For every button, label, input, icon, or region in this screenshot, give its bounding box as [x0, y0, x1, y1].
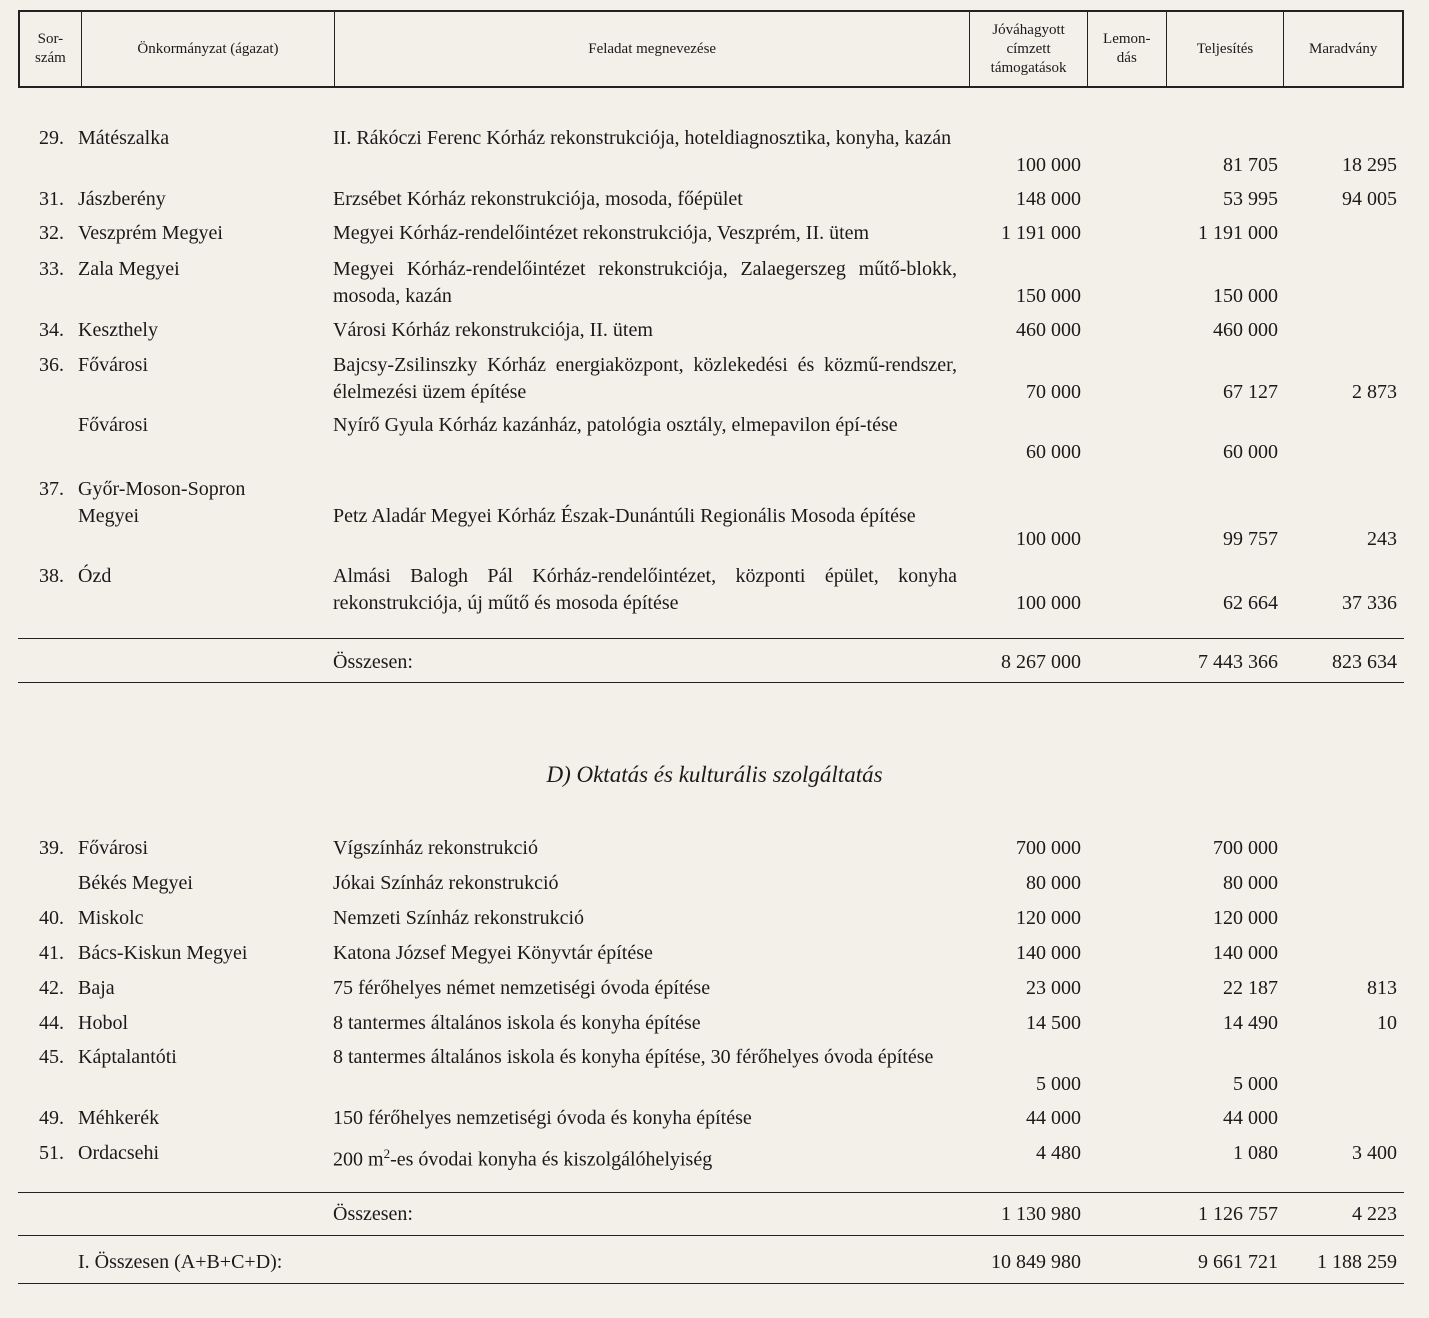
row-organization: Fővárosi: [78, 414, 148, 436]
row-remainder: 2 873: [1352, 381, 1397, 403]
row-task: 75 férőhelyes német nemzetiségi óvoda építése: [333, 977, 711, 999]
header-col-completion: Teljesítés: [1167, 12, 1285, 86]
grand-total-completion: 9 661 721: [1198, 1251, 1278, 1273]
row-organization: Káptalantóti: [78, 1046, 177, 1068]
row-organization: Jászberény: [78, 188, 166, 210]
row-organization: Fővárosi: [78, 837, 148, 859]
row-number: 40.: [39, 907, 64, 929]
row-number: 33.: [39, 258, 64, 280]
header-col-number: Sor- szám: [20, 12, 82, 86]
row-task: Petz Aladár Megyei Kórház Észak-Dunántúli Regionális Mosoda építése: [333, 505, 916, 527]
header-col-approved: Jóváhagyott címzett támogatások: [970, 12, 1088, 86]
row-organization: Méhkerék: [78, 1107, 160, 1129]
divider: [18, 1235, 1404, 1236]
row-approved: 100 000: [1016, 528, 1081, 550]
row-task: 8 tantermes általános iskola és konyha építése, 30 férőhelyes óvoda építése: [333, 1046, 934, 1068]
row-approved: 700 000: [1016, 837, 1081, 859]
total-approved: 1 130 980: [1001, 1203, 1081, 1225]
grand-total-approved: 10 849 980: [991, 1251, 1081, 1273]
row-task: 200 $m^2-es$ óvodai konyha és kiszolgálóhelyiség: [333, 1146, 713, 1171]
row-number: 38.: [39, 565, 64, 587]
row-task: Városi Kórház rekonstrukciója, II. ütem: [333, 319, 653, 341]
row-approved: 23 000: [1026, 977, 1081, 999]
row-number: 36.: [39, 354, 64, 376]
row-completion: 99 757: [1223, 528, 1278, 550]
row-remainder: 37 336: [1342, 592, 1397, 614]
row-organization: Győr-Moson-Sopron Megyei: [78, 478, 246, 527]
grand-total-remainder: 1 188 259: [1317, 1251, 1397, 1273]
row-approved: 5 000: [1036, 1073, 1081, 1095]
row-remainder: 243: [1367, 528, 1397, 550]
row-task: Megyei Kórház-rendelőintézet rekonstrukciója, Veszprém, II. ütem: [333, 222, 870, 244]
total-label: Összesen:: [333, 1203, 413, 1225]
row-number: 29.: [39, 127, 64, 149]
row-task: Megyei Kórház-rendelőintézet rekonstrukciója, Zalaegerszeg műtő-blokk, mosoda, kazán: [333, 258, 957, 307]
row-organization: Zala Megyei: [78, 258, 180, 280]
row-completion: 150 000: [1213, 285, 1278, 307]
row-number: 45.: [39, 1046, 64, 1068]
row-number: 49.: [39, 1107, 64, 1129]
row-organization: Baja: [78, 977, 115, 999]
row-number: 34.: [39, 319, 64, 341]
row-approved: 60 000: [1026, 441, 1081, 463]
row-organization: Fővárosi: [78, 354, 148, 376]
row-organization: Ordacsehi: [78, 1142, 160, 1164]
row-remainder: 813: [1367, 977, 1397, 999]
row-organization: Ózd: [78, 565, 112, 587]
row-approved: 44 000: [1026, 1107, 1081, 1129]
header-col-organization: Önkormányzat (ágazat): [82, 12, 335, 86]
total-approved: 8 267 000: [1001, 651, 1081, 673]
row-organization: Veszprém Megyei: [78, 222, 223, 244]
row-approved: 120 000: [1016, 907, 1081, 929]
row-approved: 100 000: [1016, 154, 1081, 176]
total-remainder: 4 223: [1352, 1203, 1397, 1225]
row-completion: 67 127: [1223, 381, 1278, 403]
total-remainder: 823 634: [1332, 651, 1397, 673]
section-title: D) Oktatás és kulturális szolgáltatás: [546, 762, 883, 787]
total-completion: 1 126 757: [1198, 1203, 1278, 1225]
row-completion: 60 000: [1223, 441, 1278, 463]
total-label: Összesen:: [333, 651, 413, 673]
row-completion: 44 000: [1223, 1107, 1278, 1129]
row-task: Jókai Színház rekonstrukció: [333, 872, 559, 894]
row-completion: 53 995: [1223, 188, 1278, 210]
row-approved: 1 191 000: [1001, 222, 1081, 244]
row-task: Nemzeti Színház rekonstrukció: [333, 907, 585, 929]
row-approved: 148 000: [1016, 188, 1081, 210]
row-completion: 1 080: [1233, 1142, 1278, 1164]
row-organization: Bács-Kiskun Megyei: [78, 942, 248, 964]
row-completion: 460 000: [1213, 319, 1278, 341]
row-approved: 70 000: [1026, 381, 1081, 403]
divider: [18, 682, 1404, 683]
row-completion: 80 000: [1223, 872, 1278, 894]
row-remainder: 3 400: [1352, 1142, 1397, 1164]
row-task: Erzsébet Kórház rekonstrukciója, mosoda, főépület: [333, 188, 743, 210]
row-task: II. Rákóczi Ferenc Kórház rekonstrukciója, hoteldiagnosztika, konyha, kazán: [333, 127, 952, 149]
row-task: 150 férőhelyes nemzetiségi óvoda és konyha építése: [333, 1107, 752, 1129]
row-number: 41.: [39, 942, 64, 964]
row-remainder: 18 295: [1342, 154, 1397, 176]
row-organization: Miskolc: [78, 907, 144, 929]
header-col-remainder: Maradvány: [1309, 40, 1378, 57]
row-task: Katona József Megyei Könyvtár építése: [333, 942, 653, 964]
row-task: 8 tantermes általános iskola és konyha építése: [333, 1012, 701, 1034]
row-remainder: 94 005: [1342, 188, 1397, 210]
row-task: Bajcsy-Zsilinszky Kórház energiaközpont, közlekedési és közmű-rendszer, élelmezési üzem építése: [333, 354, 957, 403]
row-organization: Mátészalka: [78, 127, 170, 149]
row-completion: 62 664: [1223, 592, 1278, 614]
row-task: Almási Balogh Pál Kórház-rendelőintézet, központi épület, konyha rekonstrukciója, új műtő és mosoda építése: [333, 565, 957, 614]
total-completion: 7 443 366: [1198, 651, 1278, 673]
row-completion: 140 000: [1213, 942, 1278, 964]
grand-total-label: I. Összesen (A+B+C+D):: [78, 1251, 283, 1273]
divider: [18, 638, 1404, 639]
row-completion: 5 000: [1233, 1073, 1278, 1095]
row-organization: Békés Megyei: [78, 872, 193, 894]
row-completion: 22 187: [1223, 977, 1278, 999]
table-row: [0, 476, 1429, 557]
row-completion: 14 490: [1223, 1012, 1278, 1034]
row-remainder: 10: [1377, 1012, 1397, 1034]
row-task: Nyírő Gyula Kórház kazánház, patológia osztály, elmepavilon épí-tése: [333, 414, 898, 436]
row-number: 37.: [39, 478, 64, 500]
row-number: 42.: [39, 977, 64, 999]
row-completion: 700 000: [1213, 837, 1278, 859]
row-number: 32.: [39, 222, 64, 244]
divider: [18, 1192, 1404, 1193]
row-completion: 120 000: [1213, 907, 1278, 929]
row-approved: 100 000: [1016, 592, 1081, 614]
row-task: Vígszínház rekonstrukció: [333, 837, 538, 859]
table-header: [18, 10, 1404, 88]
row-completion: 1 191 000: [1198, 222, 1278, 244]
row-organization: Keszthely: [78, 319, 158, 341]
row-number: 51.: [39, 1142, 64, 1164]
row-organization: Hobol: [78, 1012, 128, 1034]
divider: [18, 1283, 1404, 1284]
header-col-task: Feladat megnevezése: [335, 12, 970, 86]
row-approved: 14 500: [1026, 1012, 1081, 1034]
row-approved: 150 000: [1016, 285, 1081, 307]
row-completion: 81 705: [1223, 154, 1278, 176]
row-number: 39.: [39, 837, 64, 859]
row-number: 44.: [39, 1012, 64, 1034]
row-approved: 460 000: [1016, 319, 1081, 341]
row-approved: 80 000: [1026, 872, 1081, 894]
row-number: 31.: [39, 188, 64, 210]
header-col-waiver: Lemon- dás: [1088, 12, 1167, 86]
row-approved: 4 480: [1036, 1142, 1081, 1164]
row-approved: 140 000: [1016, 942, 1081, 964]
